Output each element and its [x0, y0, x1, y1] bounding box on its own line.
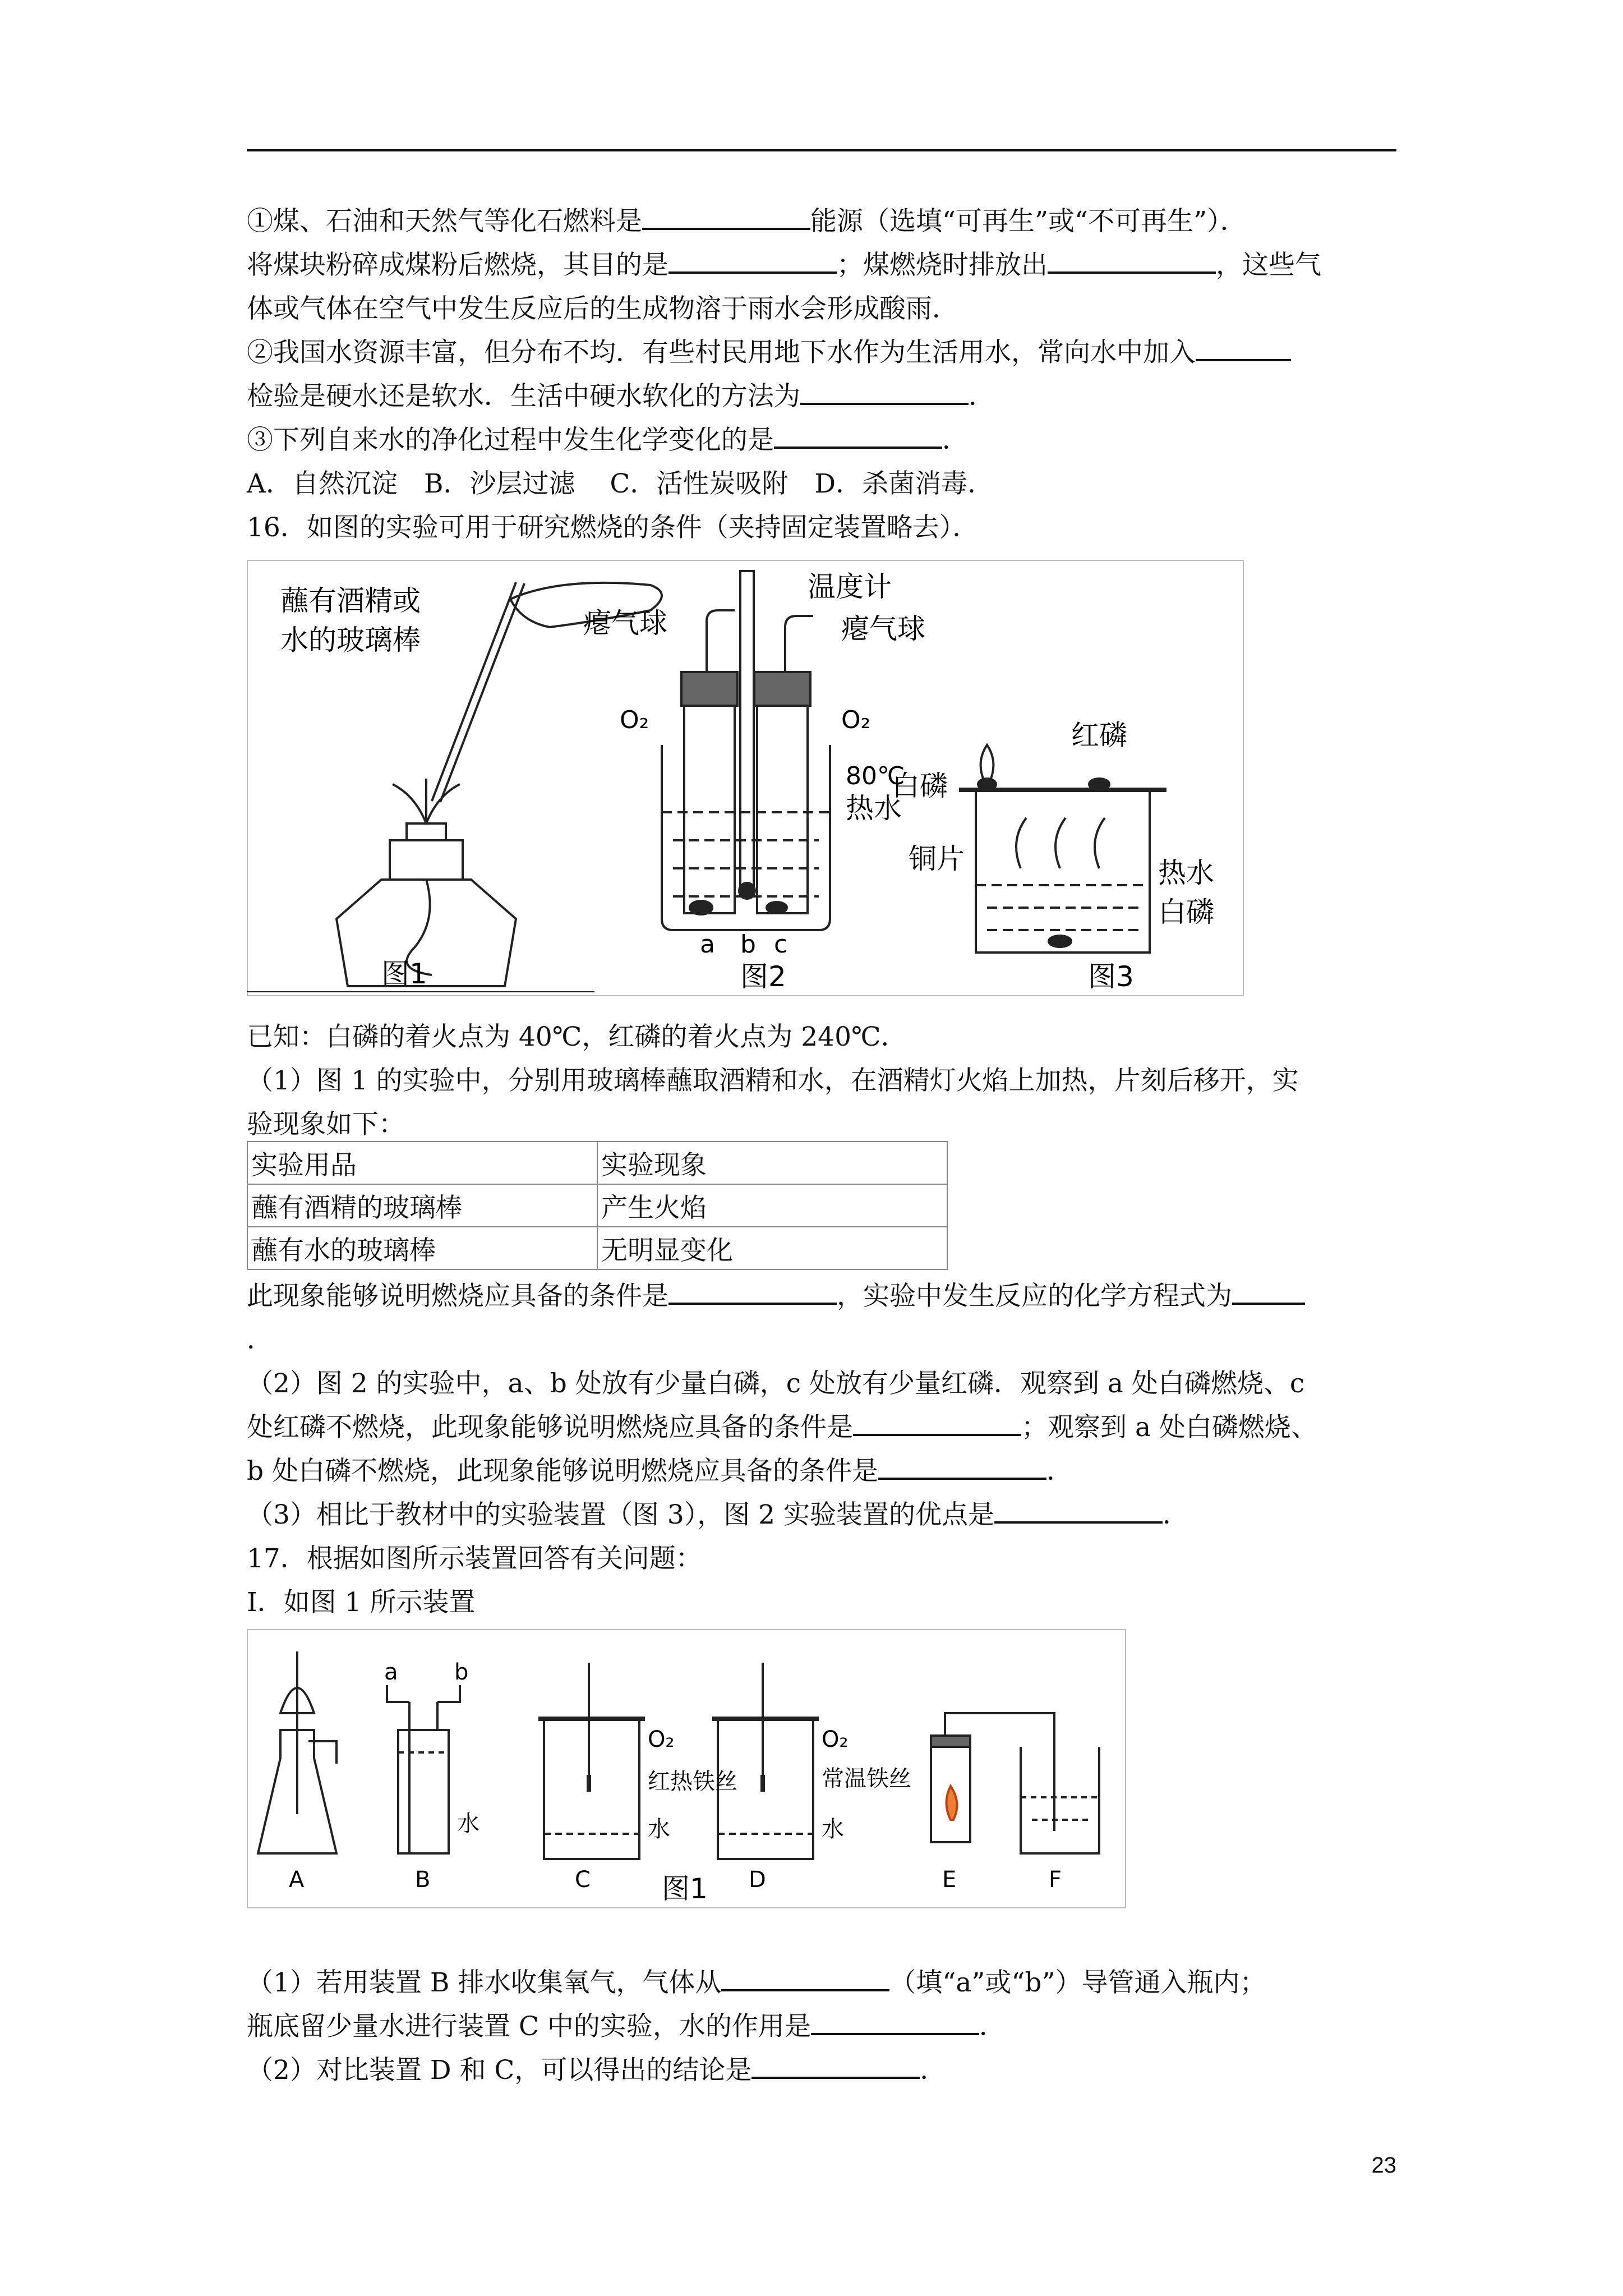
temperature-label: 80℃ [846, 762, 905, 790]
answer-blank[interactable] [800, 378, 969, 405]
experiment-table [247, 1141, 948, 1270]
q15-text: ；煤燃烧时排放出 [837, 250, 1048, 280]
fig1-label-2: 水的玻璃棒 [280, 624, 421, 656]
q15-text: ． [942, 425, 969, 455]
q17-text: （填“a”或“b”）导管通入瓶内； [889, 1967, 1266, 1998]
apparatus-C-label: C [575, 1867, 591, 1893]
answer-blank[interactable] [668, 1278, 837, 1305]
white-phosphorus-bottom-label: 白磷 [1158, 896, 1214, 928]
point-c-label: c [774, 930, 788, 959]
q16-text: 此现象能够说明燃烧应具备的条件是 [247, 1281, 668, 1312]
answer-blank[interactable] [994, 1497, 1163, 1524]
o2-right-label: O₂ [841, 706, 871, 734]
hot-water-3-label: 热水 [1158, 857, 1214, 889]
q15-text: ①煤、石油和天然气等化石燃料是 [247, 206, 642, 237]
thermometer-label: 温度计 [808, 570, 892, 603]
q17-title: 17．根据如图所示装置回答有关问题： [247, 1543, 702, 1574]
answer-blank[interactable] [1232, 1278, 1305, 1305]
answer-blank[interactable] [878, 1453, 1046, 1480]
water-d-label: 水 [822, 1816, 844, 1842]
table-row [247, 1184, 947, 1227]
q17-text: （2）对比装置 D 和 C，可以得出的结论是 [247, 2055, 752, 2086]
q17-text: ． [920, 2055, 947, 2086]
q16-p2-line-2 [247, 1406, 1396, 1450]
table-cell: 产生火焰 [597, 1184, 947, 1227]
apparatus-E-label: E [942, 1867, 957, 1893]
q16-text: ． [1046, 1456, 1073, 1487]
q16-text: ；观察到 a 处白磷燃烧、 [1021, 1412, 1317, 1443]
q17-p2-line [247, 2049, 1396, 2092]
q16-text: （3）相比于教材中的实验装置（图 3），图 2 实验装置的优点是 [247, 1499, 995, 1530]
answer-blank[interactable] [642, 203, 810, 230]
tube-b-label: b [454, 1659, 469, 1685]
q15-text: 检验是硬水还是软水．生活中硬水软化的方法为 [247, 381, 800, 412]
q15-text: 将煤块粉碎成煤粉后燃烧，其目的是 [247, 250, 668, 280]
q17-text: ． [979, 2011, 1006, 2042]
apparatus-F-label: F [1049, 1867, 1062, 1893]
q16-after-table-line-2: ． [247, 1324, 273, 1355]
q15-text: 体或气体在空气中发生反应后的生成物溶于雨水会形成酸雨． [247, 293, 958, 324]
q15-line-1 [247, 200, 1396, 243]
table-header-cell: 实验用品 [247, 1142, 597, 1184]
table-cell: 蘸有酒精的玻璃棒 [247, 1184, 597, 1227]
q17-text: （1）若用装置 B 排水收集氧气，气体从 [247, 1967, 722, 1998]
q17-p1-line-1 [247, 1961, 1396, 2005]
q17-p1-line-2 [247, 2005, 1396, 2049]
table-header-cell: 实验现象 [597, 1142, 947, 1184]
q15-line-4 [247, 331, 1396, 375]
fig1-caption: 图1 [381, 958, 427, 990]
o2-left-label: O₂ [620, 706, 649, 734]
q16-text: b 处白磷不燃烧，此现象能够说明燃烧应具备的条件是 [247, 1456, 879, 1487]
answer-blank[interactable] [853, 1409, 1021, 1436]
q16-known: 已知：白磷的着火点为 40℃，红磷的着火点为 240℃． [247, 1022, 907, 1052]
q15-options: A．自然沉淀 B．沙层过滤 C．活性炭吸附 D．杀菌消毒． [247, 468, 994, 499]
q15-line-5 [247, 375, 1396, 418]
q15-line-2 [247, 243, 1396, 287]
tube-a-label: a [384, 1659, 398, 1685]
q16-text: 处红磷不燃烧，此现象能够说明燃烧应具备的条件是 [247, 1412, 853, 1443]
white-phosphorus-top-label: 白磷 [892, 770, 948, 802]
table-cell: 无明显变化 [597, 1227, 947, 1269]
apparatus-D-label: D [749, 1867, 766, 1893]
q15-text: ，这些气 [1216, 250, 1321, 280]
hot-iron-label: 红热铁丝 [648, 1769, 737, 1795]
q16-p2-line-3 [247, 1450, 1396, 1493]
copper-plate-label: 铜片 [909, 843, 965, 875]
q15-line-6 [247, 418, 1396, 462]
answer-blank[interactable] [668, 247, 837, 274]
q15-line-3 [247, 287, 1396, 331]
q16-p3-line [247, 1493, 1396, 1537]
page-number: 23 [1371, 2153, 1396, 2178]
q15-text: 能源（选填“可再生”或“不可再生”）． [810, 206, 1247, 237]
apparatus-B-label: B [415, 1867, 431, 1893]
header-rule [247, 149, 1396, 151]
water-b-label: 水 [457, 1811, 479, 1837]
fig1-label-1: 蘸有酒精或 [280, 585, 421, 617]
cold-iron-label: 常温铁丝 [822, 1766, 911, 1792]
q16-figure [247, 560, 1245, 997]
answer-blank[interactable] [811, 2008, 979, 2035]
fig2-caption: 图2 [740, 960, 786, 993]
table-cell: 蘸有水的玻璃棒 [247, 1227, 597, 1269]
answer-blank[interactable] [774, 422, 942, 449]
apparatus-A-label: A [289, 1867, 305, 1893]
answer-blank[interactable] [1048, 247, 1216, 274]
balloon-left-label: 瘪气球 [583, 607, 667, 639]
q16-p1-line-2: 验现象如下： [247, 1109, 405, 1140]
q16-p1-line-1: （1）图 1 的实验中，分别用玻璃棒蘸取酒精和水，在酒精灯火焰上加热，片刻后移开，实 [247, 1065, 1299, 1096]
answer-blank[interactable] [751, 2052, 920, 2079]
q15-text: ． [969, 381, 995, 412]
q17-text: 瓶底留少量水进行装置 C 中的实验，水的作用是 [247, 2011, 811, 2042]
q16-text: ，实验中发生反应的化学方程式为 [837, 1281, 1232, 1312]
table-row [247, 1227, 947, 1269]
q16-after-table-line [247, 1274, 1396, 1318]
q17-figure [247, 1629, 1127, 1910]
o2-d-label: O₂ [822, 1727, 849, 1752]
red-phosphorus-label: 红磷 [1071, 719, 1127, 752]
q16-p2-line-1: （2）图 2 的实验中，a、b 处放有少量白磷，c 处放有少量红磷．观察到 a 处白磷燃烧、c [247, 1368, 1305, 1399]
balloon-right-label: 瘪气球 [841, 613, 925, 645]
q17-subtitle: Ⅰ．如图 1 所示装置 [247, 1587, 476, 1618]
fig3-caption: 图3 [1088, 960, 1134, 993]
q16-title: 16．如图的实验可用于研究燃烧的条件（夹持固定装置略去）． [247, 512, 979, 543]
o2-c-label: O₂ [648, 1727, 675, 1752]
table-row [247, 1142, 947, 1184]
answer-blank[interactable] [1196, 334, 1291, 361]
water-c-label: 水 [648, 1816, 670, 1842]
point-b-label: b [740, 930, 756, 959]
answer-blank[interactable] [721, 1964, 889, 1991]
q17-fig-caption: 图1 [662, 1872, 708, 1905]
q15-text: ③下列自来水的净化过程中发生化学变化的是 [247, 425, 774, 455]
point-a-label: a [700, 930, 715, 959]
hot-water-label: 热水 [846, 792, 902, 825]
q15-text: ②我国水资源丰富，但分布不均．有些村民用地下水作为生活用水，常向水中加入 [247, 337, 1196, 368]
q16-text: ． [1163, 1499, 1189, 1530]
